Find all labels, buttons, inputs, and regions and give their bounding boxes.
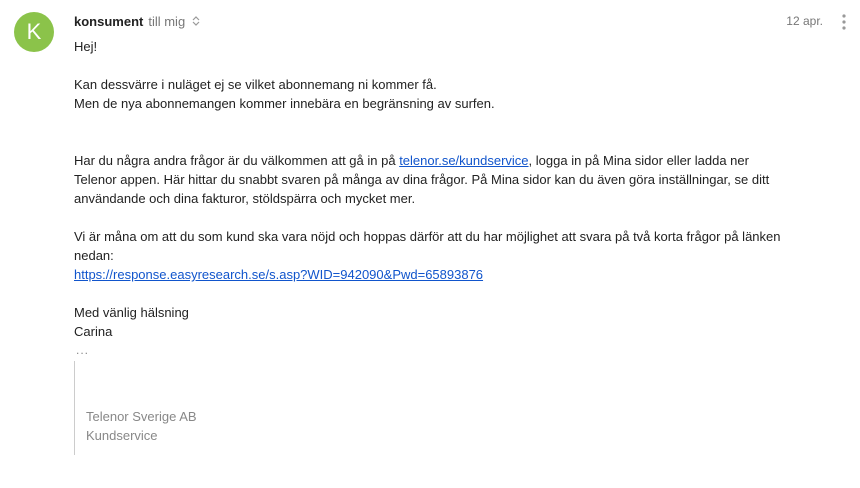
message-date: 12 apr. [786, 14, 823, 28]
help-paragraph [74, 151, 814, 170]
greeting: Hej! [74, 39, 98, 54]
help-line: Telenor appen. Här hittar du snabbt svaren på många av dina frågor. På Mina sidor kan du även göra inställningar, se ditt [74, 172, 770, 187]
vertical-dots-icon[interactable] [840, 12, 848, 32]
recipient-label: till mig [148, 13, 186, 29]
survey-line: Vi är måna om att du som kund ska vara nöjd och hoppas därför att du har möjlighet att svara på två korta frågor på länken [74, 229, 781, 244]
message-body [74, 37, 814, 341]
show-trimmed-content-button[interactable]: ... [76, 343, 90, 357]
survey-link[interactable]: https://response.easyresearch.se/s.asp?WID=942090&Pwd=65893876 [74, 267, 484, 282]
help-text: , logga in på Mina sidor eller ladda ner [528, 153, 749, 168]
chevron-updown-icon[interactable] [192, 16, 200, 26]
company-name: Telenor Sverige AB [86, 409, 197, 424]
department-name: Kundservice [86, 428, 158, 443]
kundservice-link[interactable]: telenor.se/kundservice [399, 153, 529, 168]
message-header [74, 12, 200, 30]
help-line: användande och dina fakturor, stöldspärra och mycket mer. [74, 191, 416, 206]
avatar[interactable]: K [14, 12, 54, 52]
help-text: Har du några andra frågor är du välkommen att gå in på [74, 153, 400, 168]
quoted-text [74, 361, 375, 455]
sender-name[interactable]: konsument [74, 13, 144, 29]
body-line: Kan dessvärre i nuläget ej se vilket abonnemang ni kommer få. [74, 77, 437, 92]
body-line: Men de nya abonnemangen kommer innebära en begränsning av surfen. [74, 96, 495, 111]
quoted-signature [86, 407, 197, 445]
signature-name: Carina [74, 324, 113, 339]
survey-line: nedan: [74, 248, 114, 263]
closing: Med vänlig hälsning [74, 305, 189, 320]
